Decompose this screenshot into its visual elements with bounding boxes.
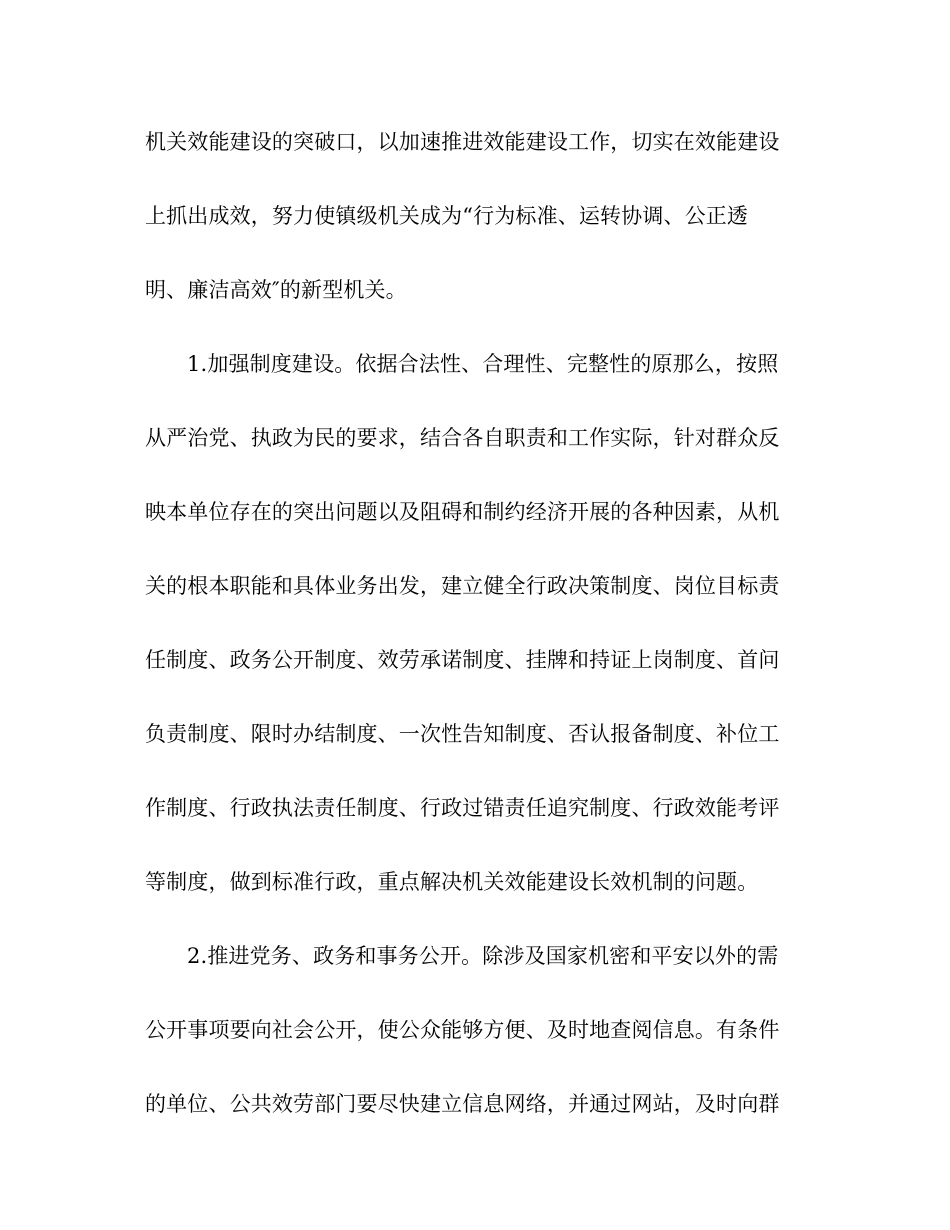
paragraph-start-line: 2.推进党务、政务和事务公开。除涉及国家机密和平安以外的需 bbox=[187, 944, 779, 968]
text-line: 上抓出成效，努力使镇级机关成为“行为标准、运转协调、公正透 bbox=[145, 204, 749, 228]
paragraph-start-line: 1.加强制度建设。依据合法性、合理性、完整性的原那么，按照 bbox=[187, 352, 779, 376]
text-line: 公开事项要向社会公开，使公众能够方便、及时地查阅信息。有条件 bbox=[145, 1018, 780, 1042]
text-line: 作制度、行政执法责任制度、行政过错责任追究制度、行政效能考评 bbox=[145, 796, 780, 820]
text-line: 从严治党、执政为民的要求，结合各自职责和工作实际，针对群众反 bbox=[145, 426, 780, 450]
text-line: 等制度，做到标准行政，重点解决机关效能建设长效机制的问题。 bbox=[145, 870, 759, 894]
text-line: 映本单位存在的突出问题以及阻碍和制约经济开展的各种因素，从机 bbox=[145, 500, 780, 524]
text-line: 负责制度、限时办结制度、一次性告知制度、否认报备制度、补位工 bbox=[145, 722, 780, 746]
text-line: 关的根本职能和具体业务出发，建立健全行政决策制度、岗位目标责 bbox=[145, 574, 780, 598]
text-line: 的单位、公共效劳部门要尽快建立信息网络，并通过网站，及时向群 bbox=[145, 1092, 780, 1116]
text-line: 明、廉洁高效″的新型机关。 bbox=[145, 278, 407, 302]
text-line: 机关效能建设的突破口，以加速推进效能建设工作，切实在效能建设 bbox=[145, 130, 780, 154]
text-line: 任制度、政务公开制度、效劳承诺制度、挂牌和持证上岗制度、首问 bbox=[145, 648, 780, 672]
